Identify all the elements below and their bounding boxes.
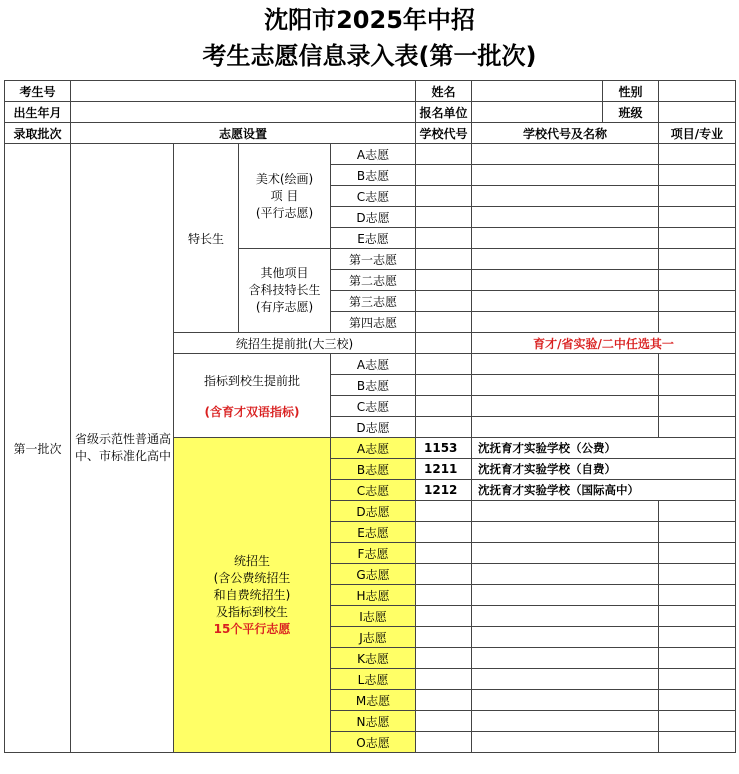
school-cell[interactable] bbox=[472, 522, 659, 543]
code-cell[interactable] bbox=[416, 711, 472, 732]
major-cell[interactable] bbox=[659, 585, 736, 606]
quota-cell bbox=[174, 354, 331, 438]
school-cell[interactable] bbox=[472, 165, 659, 186]
code-cell[interactable] bbox=[416, 543, 472, 564]
major-cell[interactable] bbox=[659, 669, 736, 690]
code-cell[interactable] bbox=[416, 396, 472, 417]
school-cell[interactable] bbox=[472, 732, 659, 753]
quota-label: 指标到校生提前批 bbox=[203, 373, 300, 388]
unified-choice: H志愿 bbox=[331, 585, 416, 606]
unified-choice: C志愿 bbox=[331, 480, 416, 501]
school-cell[interactable] bbox=[472, 501, 659, 522]
school-cell[interactable] bbox=[472, 186, 659, 207]
school-cell[interactable] bbox=[472, 417, 659, 438]
unified-choice: E志愿 bbox=[331, 522, 416, 543]
major-cell[interactable] bbox=[659, 249, 736, 270]
major-cell[interactable] bbox=[659, 354, 736, 375]
birth-label: 出生年月 bbox=[5, 102, 71, 123]
major-cell[interactable] bbox=[659, 186, 736, 207]
school-cell[interactable] bbox=[472, 648, 659, 669]
art-choice: C志愿 bbox=[331, 186, 416, 207]
major-cell[interactable] bbox=[659, 543, 736, 564]
batch-header: 录取批次 bbox=[5, 123, 71, 144]
setting-header: 志愿设置 bbox=[71, 123, 416, 144]
school-cell[interactable] bbox=[472, 144, 659, 165]
code-cell[interactable] bbox=[416, 354, 472, 375]
code-cell[interactable] bbox=[416, 186, 472, 207]
major-cell[interactable] bbox=[659, 417, 736, 438]
major-cell[interactable] bbox=[659, 564, 736, 585]
unified-label-highlight: 15个平行志愿 bbox=[213, 621, 291, 636]
major-cell[interactable] bbox=[659, 606, 736, 627]
major-cell[interactable] bbox=[659, 165, 736, 186]
code-cell[interactable] bbox=[416, 585, 472, 606]
school-cell[interactable] bbox=[472, 312, 659, 333]
unified-choice: L志愿 bbox=[331, 669, 416, 690]
other-choice: 第三志愿 bbox=[331, 291, 416, 312]
unified-choice: A志愿 bbox=[331, 438, 416, 459]
major-cell[interactable] bbox=[659, 228, 736, 249]
school-cell[interactable] bbox=[472, 228, 659, 249]
quota-choice: C志愿 bbox=[331, 396, 416, 417]
other-choice: 第一志愿 bbox=[331, 249, 416, 270]
art-choice: E志愿 bbox=[331, 228, 416, 249]
early-note: 育才/省实验/二中任选其一 bbox=[472, 333, 736, 354]
unified-label-line: 及指标到校生 bbox=[215, 604, 288, 619]
major-cell[interactable] bbox=[659, 291, 736, 312]
unified-label-cell bbox=[174, 438, 331, 753]
major-cell[interactable] bbox=[659, 732, 736, 753]
unified-choice: G志愿 bbox=[331, 564, 416, 585]
code-cell[interactable] bbox=[416, 312, 472, 333]
early-label: 统招生提前批(大三校) bbox=[174, 333, 416, 354]
reg-unit-label: 报名单位 bbox=[416, 102, 472, 123]
school-cell[interactable]: 沈抚育才实验学校（国际高中） bbox=[472, 480, 736, 501]
school-cell[interactable] bbox=[472, 270, 659, 291]
other-choice: 第四志愿 bbox=[331, 312, 416, 333]
major-cell[interactable] bbox=[659, 711, 736, 732]
school-cell[interactable] bbox=[472, 543, 659, 564]
school-cell[interactable]: 沈抚育才实验学校（自费） bbox=[472, 459, 736, 480]
major-cell[interactable] bbox=[659, 144, 736, 165]
unified-choice: I志愿 bbox=[331, 606, 416, 627]
major-cell[interactable] bbox=[659, 627, 736, 648]
school-type: 省级示范性普通高中、市标准化高中 bbox=[71, 144, 174, 753]
major-cell[interactable] bbox=[659, 648, 736, 669]
code-cell[interactable] bbox=[416, 207, 472, 228]
major-cell[interactable] bbox=[659, 375, 736, 396]
exam-no-field[interactable] bbox=[71, 81, 416, 102]
school-cell[interactable] bbox=[472, 564, 659, 585]
other-label: 其他项目 含科技特长生 (有序志愿) bbox=[239, 249, 331, 333]
school-cell[interactable] bbox=[472, 585, 659, 606]
unified-label-line: (含公费统招生 bbox=[213, 570, 291, 585]
class-field[interactable] bbox=[659, 102, 736, 123]
code-cell[interactable] bbox=[416, 249, 472, 270]
quota-choice: A志愿 bbox=[331, 354, 416, 375]
batch-name: 第一批次 bbox=[5, 144, 71, 753]
art-choice: D志愿 bbox=[331, 207, 416, 228]
gender-field[interactable] bbox=[659, 81, 736, 102]
reg-unit-field[interactable] bbox=[472, 102, 603, 123]
code-cell[interactable] bbox=[416, 270, 472, 291]
school-cell[interactable] bbox=[472, 711, 659, 732]
code-cell[interactable] bbox=[416, 144, 472, 165]
exam-no-label: 考生号 bbox=[5, 81, 71, 102]
code-cell[interactable] bbox=[416, 564, 472, 585]
name-label: 姓名 bbox=[416, 81, 472, 102]
school-cell[interactable] bbox=[472, 207, 659, 228]
code-cell[interactable]: 1153 bbox=[416, 438, 472, 459]
other-choice: 第二志愿 bbox=[331, 270, 416, 291]
code-header: 学校代号 bbox=[416, 123, 472, 144]
unified-choice: D志愿 bbox=[331, 501, 416, 522]
school-cell[interactable] bbox=[472, 354, 659, 375]
quota-note: (含育才双语指标) bbox=[204, 404, 300, 419]
code-cell[interactable] bbox=[416, 690, 472, 711]
major-cell[interactable] bbox=[659, 690, 736, 711]
major-cell[interactable] bbox=[659, 396, 736, 417]
art-label: 美术(绘画) 项 目 (平行志愿) bbox=[239, 144, 331, 249]
gender-label: 性别 bbox=[603, 81, 659, 102]
school-cell[interactable] bbox=[472, 669, 659, 690]
unified-choice: N志愿 bbox=[331, 711, 416, 732]
major-cell[interactable] bbox=[659, 522, 736, 543]
art-choice: B志愿 bbox=[331, 165, 416, 186]
name-field[interactable] bbox=[472, 81, 603, 102]
code-cell[interactable] bbox=[416, 501, 472, 522]
code-cell[interactable] bbox=[416, 606, 472, 627]
code-cell[interactable] bbox=[416, 627, 472, 648]
school-cell[interactable] bbox=[472, 396, 659, 417]
major-cell[interactable] bbox=[659, 312, 736, 333]
class-label: 班级 bbox=[603, 102, 659, 123]
code-cell[interactable] bbox=[416, 375, 472, 396]
school-cell[interactable]: 沈抚育才实验学校（公费） bbox=[472, 438, 736, 459]
code-cell[interactable] bbox=[416, 732, 472, 753]
code-cell[interactable]: 1212 bbox=[416, 480, 472, 501]
code-cell[interactable] bbox=[416, 333, 472, 354]
code-name-header: 学校代号及名称 bbox=[472, 123, 659, 144]
school-cell[interactable] bbox=[472, 627, 659, 648]
application-form-table bbox=[4, 80, 736, 753]
major-cell[interactable] bbox=[659, 207, 736, 228]
code-cell[interactable] bbox=[416, 165, 472, 186]
school-cell[interactable] bbox=[472, 690, 659, 711]
unified-choice: M志愿 bbox=[331, 690, 416, 711]
school-cell[interactable] bbox=[472, 249, 659, 270]
unified-choice: F志愿 bbox=[331, 543, 416, 564]
unified-choice: O志愿 bbox=[331, 732, 416, 753]
code-cell[interactable] bbox=[416, 669, 472, 690]
code-cell[interactable] bbox=[416, 522, 472, 543]
unified-label-line: 统招生 bbox=[233, 553, 270, 568]
title-line-1: 沈阳市2025年中招 bbox=[264, 6, 475, 34]
unified-choice: J志愿 bbox=[331, 627, 416, 648]
birth-field[interactable] bbox=[71, 102, 416, 123]
title-line-2: 考生志愿信息录入表(第一批次) bbox=[202, 42, 537, 70]
code-cell[interactable] bbox=[416, 291, 472, 312]
quota-choice: D志愿 bbox=[331, 417, 416, 438]
major-header: 项目/专业 bbox=[659, 123, 736, 144]
school-cell[interactable] bbox=[472, 606, 659, 627]
unified-label-line: 和自费统招生) bbox=[213, 587, 291, 602]
unified-choice: K志愿 bbox=[331, 648, 416, 669]
major-cell[interactable] bbox=[659, 270, 736, 291]
code-cell[interactable] bbox=[416, 648, 472, 669]
school-cell[interactable] bbox=[472, 291, 659, 312]
major-cell[interactable] bbox=[659, 501, 736, 522]
code-cell[interactable]: 1211 bbox=[416, 459, 472, 480]
school-cell[interactable] bbox=[472, 375, 659, 396]
quota-choice: B志愿 bbox=[331, 375, 416, 396]
art-choice: A志愿 bbox=[331, 144, 416, 165]
code-cell[interactable] bbox=[416, 417, 472, 438]
code-cell[interactable] bbox=[416, 228, 472, 249]
special-label: 特长生 bbox=[174, 144, 239, 333]
unified-choice: B志愿 bbox=[331, 459, 416, 480]
